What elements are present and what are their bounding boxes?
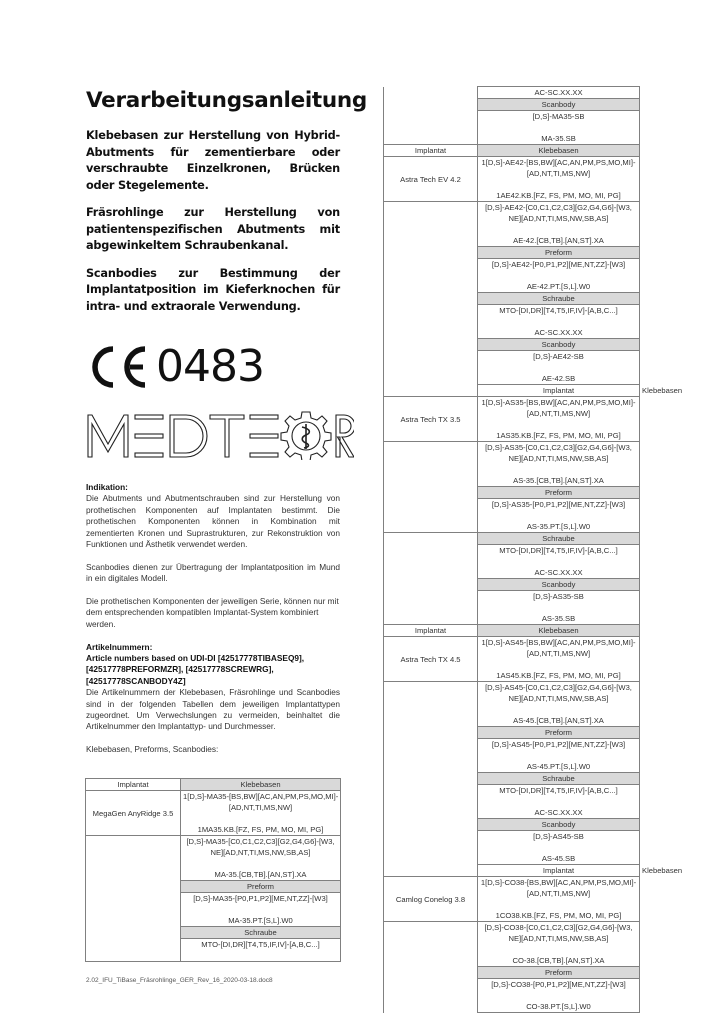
implantat-header: Implantat	[384, 145, 478, 157]
schraube-header: Schraube	[478, 293, 640, 305]
preform-header: Preform	[181, 881, 341, 893]
article-table-continued: AC-SC.XX.XX Scanbody [D,S]-MA35-SB MA-35.SB Implantat Klebebasen Astra Tech EV 4.2 1[D,S]-AE42-[BS,BW][AC,AN,PM,PS,MO,MI]- [AD,NT,TI,MS,NW] 1AE42.KB.[FZ, FS, PM, MO, MI, PG] [D,S]-AE42-[C0,C1,C2,C3][G2,G4,G6]-[W3, NE][AD,NT,TI,MS,NW,SB,AS] AE-42.[CB,TB].[AN,ST].XA Preform [D,S]-AE42-[P0,P1,P2][ME,NT,ZZ]-[W3] AE-42.PT.[S,L].W0 Schraube MTO-[DI,DR][T4,T5,IF,IV]-[A,B,C...] AC-SC.XX.XX Scanbody [D,S]-AE42-SB AE-42.SB Implantat Klebebasen Astra Tech TX 3.5 1[D,S]-AS35-[BS,BW][AC,AN,PM,PS,MO,MI]- [AD,NT,TI,MS,NW] 1AS35.KB.[FZ, FS, PM, MO, MI, PG] [D,S]-AS35-[C0,C1,C2,C3][G2,G4,G6]-[W3, NE][AD,NT,TI,MS,NW,SB,AS] AS-35.[CB,TB].[AN,ST].XA Preform [D,S]-AS35-[P0,P1,P2][ME,NT,ZZ]-[W3] AS-35.PT.[S,L].W0 Schraube MTO-[DI,DR][T4,T5,IF,IV]-[A,B,C...] AC-SC.XX.XX Scanbody [D,S]-AS35-SB AS-35.SB Implantat Klebebasen Astra Tech TX 4.5 1[D,S]-AS45-[BS,BW][AC,AN,PM,PS,MO,MI]- [AD,NT,TI,MS,NW] 1AS45.KB.[FZ, FS, PM, MO, MI, PG] [D,S]-AS45-[C0,C1,C2,C3][G2,G4,G6]-[W3, NE][AD,NT,TI,MS,NW,SB,AS] AS-45.[CB,TB].[AN,ST].XA Preform [D,S]-AS45-[P0,P1,P2][ME,NT,ZZ]-[W3] AS-45.PT.[S,L].W0 Schraube MTO-[DI,DR][T4,T5,IF,IV]-[A,B,C...] AC-SC.XX.XX Scanbody [D,S]-AS45-SB AS-45.SB Implantat Klebebasen Camlog Conelog 3.8 1[D,S]-CO38-[BS,BW][AC,AN,PM,PS,MO,MI]- [AD,NT,TI,MS,NW] 1CO38.KB.[FZ, FS, PM, MO, MI, PG] [D,S]-CO38-[C0,C1,C2,C3][G2,G4,G6]-[W3, NE][AD,NT,TI,MS,NW,SB,AS] CO-38.[CB,TB].[AN,ST].XA Preform [D,S]-CO38-[P0,P1,P2][ME,NT,ZZ]-[W3] CO-38.PT.[S,L].W0	[383, 86, 640, 1013]
klebebasen-article-cell: 1[D,S]-CO38-[BS,BW][AC,AN,PM,PS,MO,MI]- [AD,NT,TI,MS,NW] 1CO38.KB.[FZ, FS, PM, MO, MI, PG]	[478, 877, 640, 922]
implant-blank-cell	[384, 202, 478, 397]
preform-article-cell: [D,S]-AE42-[P0,P1,P2][ME,NT,ZZ]-[W3] AE-42.PT.[S,L].W0	[478, 259, 640, 293]
implant-blank-cell	[384, 87, 478, 145]
preform-header: Preform	[478, 247, 640, 259]
preform-header: Preform	[478, 487, 640, 499]
scanbody-article-cell: [D,S]-AE42-SB AE-42.SB	[478, 351, 640, 385]
implantat-header: Implantat	[478, 865, 640, 877]
implant-name: Camlog Conelog 3.8	[384, 877, 478, 922]
klebebasen-header: Klebebasen	[478, 145, 640, 157]
preform-article-cell: [D,S]-CO38-[P0,P1,P2][ME,NT,ZZ]-[W3] CO-38.PT.[S,L].W0	[478, 979, 640, 1013]
indikation-paragraph-1: Die Abutments und Abutmentschrauben sind zur Herstellung von prothetischen Komponenten auf Implantaten bestimmt. Die prothetischen Komponenten können in Kombination mit zementierten Kronen und Suprastrukturen, zur Rekonstruktion von Funktionen und Ästhetik verwendet werden.	[86, 493, 340, 550]
klebebasen-article-cell: 1[D,S]-AS35-[BS,BW][AC,AN,PM,PS,MO,MI]- [AD,NT,TI,MS,NW] 1AS35.KB.[FZ, FS, PM, MO, MI, PG]	[478, 397, 640, 442]
implant-name: MegaGen AnyRidge 3.5	[86, 791, 181, 836]
table-intro: Klebebasen, Preforms, Scanbodies:	[86, 744, 219, 755]
implantat-header: Implantat	[384, 625, 478, 637]
schraube-header: Schraube	[478, 773, 640, 785]
klebebasen-article-cell: [D,S]-AE42-[C0,C1,C2,C3][G2,G4,G6]-[W3, NE][AD,NT,TI,MS,NW,SB,AS] AE-42.[CB,TB].[AN,ST].XA	[478, 202, 640, 247]
ce-mark	[86, 342, 264, 392]
artikelnummern-paragraph: Die Artikelnummern der Klebebasen, Fräsrohlinge und Scanbodies sind in der folgenden Tabellen dem jeweiligen Implantattypen zugeordnet. Um Verwechslungen zu vermeiden, beinhaltet die Artikelnummer den Implantattyp- und Durchmesser.	[86, 687, 340, 732]
implant-blank-cell	[384, 682, 478, 877]
klebebasen-article-cell: 1[D,S]-AE42-[BS,BW][AC,AN,PM,PS,MO,MI]- [AD,NT,TI,MS,NW] 1AE42.KB.[FZ, FS, PM, MO, MI, PG]	[478, 157, 640, 202]
preform-header: Preform	[478, 727, 640, 739]
klebebasen-article-cell: 1[D,S]-AS45-[BS,BW][AC,AN,PM,PS,MO,MI]- [AD,NT,TI,MS,NW] 1AS45.KB.[FZ, FS, PM, MO, MI, PG]	[478, 637, 640, 682]
implant-name: Astra Tech TX 3.5	[384, 397, 478, 442]
body-text	[86, 482, 340, 756]
implantat-header: Implantat	[86, 779, 181, 791]
udi-di-line: Article numbers based on UDI-DI [42517778TIBASEQ9], [42517778PREFORMZR], [42517778SCREWRG], [42517778SCANBODY4Z]	[86, 653, 305, 686]
intro-paragraph-klebebasen: Klebebasen zur Herstellung von Hybrid-Abutments für zementierbare oder verschraubte Einzelkronen, Brücken oder Stegelemente.	[86, 129, 340, 192]
indikation-paragraph-2: Scanbodies dienen zur Übertragung der Implantatposition im Mund in ein digitales Modell.	[86, 561, 340, 584]
implant-blank-cell	[384, 442, 478, 533]
indikation-heading: Indikation:	[86, 482, 128, 492]
implant-blank-cell	[384, 533, 478, 625]
ce-conformity-icon	[86, 345, 150, 389]
scanbody-header: Scanbody	[478, 99, 640, 111]
article-table-megagen	[85, 778, 341, 962]
page-title: Verarbeitungsanleitung	[86, 88, 367, 113]
klebebasen-header: Klebebasen	[181, 779, 341, 791]
scanbody-header: Scanbody	[478, 339, 640, 351]
klebebasen-article-cell: [D,S]-CO38-[C0,C1,C2,C3][G2,G4,G6]-[W3, NE][AD,NT,TI,MS,NW,SB,AS] CO-38.[CB,TB].[AN,ST].XA	[478, 922, 640, 967]
preform-article-cell: [D,S]-MA35-[P0,P1,P2][ME,NT,ZZ]-[W3] MA-35.PT.[S,L].W0	[181, 893, 341, 927]
document-footer: 2.02_IFU_TiBase_Fräsrohlinge_GER_Rev_16_2020-03-18.doc8	[86, 977, 273, 984]
preform-article-cell: [D,S]-AS35-[P0,P1,P2][ME,NT,ZZ]-[W3] AS-35.PT.[S,L].W0	[478, 499, 640, 533]
klebebasen-header: Klebebasen	[478, 625, 640, 637]
scanbody-article-cell: [D,S]-AS35-SB AS-35.SB	[478, 591, 640, 625]
preform-header: Preform	[478, 967, 640, 979]
implantat-header: Implantat	[478, 385, 640, 397]
scanbody-header: Scanbody	[478, 819, 640, 831]
implant-name: Astra Tech EV 4.2	[384, 157, 478, 202]
implant-blank-cell	[384, 922, 478, 1013]
klebebasen-article-cell: [D,S]-MA35-[C0,C1,C2,C3][G2,G4,G6]-[W3, NE][AD,NT,TI,MS,NW,SB,AS] MA-35.[CB,TB].[AN,ST].XA	[181, 836, 341, 881]
medteor-logo	[86, 410, 354, 460]
klebebasen-article-cell: 1[D,S]-MA35-[BS,BW][AC,AN,PM,PS,MO,MI]- [AD,NT,TI,MS,NW] 1MA35.KB.[FZ, FS, PM, MO, MI, PG]	[181, 791, 341, 836]
preform-article-cell: [D,S]-AS45-[P0,P1,P2][ME,NT,ZZ]-[W3] AS-45.PT.[S,L].W0	[478, 739, 640, 773]
left-column	[86, 86, 367, 755]
implant-blank-cell	[86, 836, 181, 962]
scanbody-article-cell: [D,S]-MA35-SB MA-35.SB	[478, 111, 640, 145]
notified-body-number: 0483	[156, 341, 264, 392]
table-header-row	[86, 779, 341, 791]
schraube-article-cell: MTO-[DI,DR][T4,T5,IF,IV]-[A,B,C...]	[181, 939, 341, 962]
table-row	[86, 836, 341, 881]
klebebasen-article-cell: [D,S]-AS35-[C0,C1,C2,C3][G2,G4,G6]-[W3, NE][AD,NT,TI,MS,NW,SB,AS] AS-35.[CB,TB].[AN,ST].XA	[478, 442, 640, 487]
indikation-paragraph-3: Die prothetischen Komponenten der jeweiligen Serie, können nur mit dem entsprechenden kompatiblen Implantat-System kombiniert werden.	[86, 596, 339, 629]
scanbody-header: Scanbody	[478, 579, 640, 591]
schraube-article-cell: MTO-[DI,DR][T4,T5,IF,IV]-[A,B,C...] AC-SC.XX.XX	[478, 545, 640, 579]
schraube-article-cell: MTO-[DI,DR][T4,T5,IF,IV]-[A,B,C...] AC-SC.XX.XX	[478, 785, 640, 819]
intro-paragraph-scanbodies: Scanbodies zur Bestimmung der Implantatposition im Kieferknochen für intra- und extraorale Verwendung.	[86, 266, 340, 313]
intro-paragraph-fraesrohlinge: Fräsrohlinge zur Herstellung von patientenspezifischen Abutments mit abgewinkeltem Schraubenkanal.	[86, 206, 340, 252]
klebebasen-article-cell: [D,S]-AS45-[C0,C1,C2,C3][G2,G4,G6]-[W3, NE][AD,NT,TI,MS,NW,SB,AS] AS-45.[CB,TB].[AN,ST].XA	[478, 682, 640, 727]
scanbody-article-cell: [D,S]-AS45-SB AS-45.SB	[478, 831, 640, 865]
schraube-article-cell: AC-SC.XX.XX	[478, 87, 640, 99]
implant-name: Astra Tech TX 4.5	[384, 637, 478, 682]
schraube-article-cell: MTO-[DI,DR][T4,T5,IF,IV]-[A,B,C...] AC-SC.XX.XX	[478, 305, 640, 339]
intro-section	[86, 128, 340, 315]
schraube-header: Schraube	[478, 533, 640, 545]
table-row	[86, 791, 341, 836]
artikelnummern-heading: Artikelnummern:	[86, 641, 153, 652]
schraube-header: Schraube	[181, 927, 341, 939]
